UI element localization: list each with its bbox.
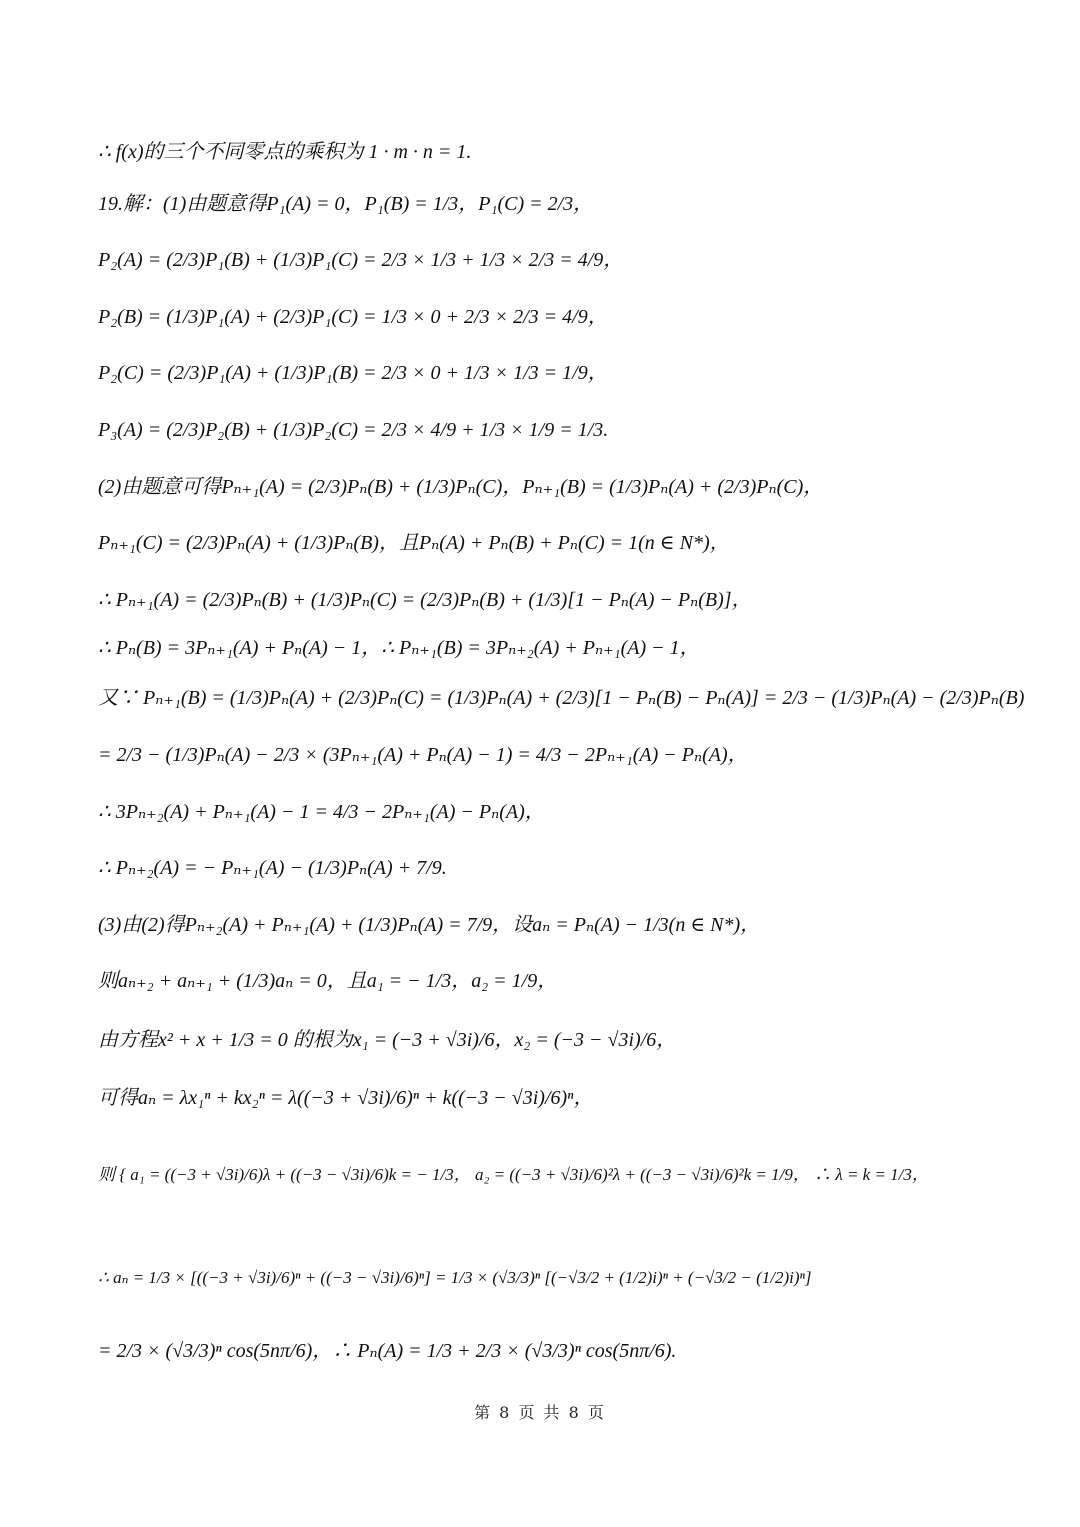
page-footer: 第 8 页 共 8 页 (474, 1403, 606, 1422)
solution-line-12: = 2/3 − (1/3)Pₙ(A) − 2/3 × (3Pₙ₊₁(A) + Pₙ(A) − 1) = 4/3 − 2Pₙ₊₁(A) − Pₙ(A)， (98, 744, 748, 766)
solution-line-13: ∴ 3Pₙ₊₂(A) + Pₙ₊₁(A) − 1 = 4/3 − 2Pₙ₊₁(A) − Pₙ(A)， (98, 801, 545, 823)
solution-line-15: (3)由(2)得Pₙ₊₂(A) + Pₙ₊₁(A) + (1/3)Pₙ(A) = 7/9，设aₙ = Pₙ(A) − 1/3(n ∈ N*)， (98, 914, 761, 936)
solution-line-10: ∴ Pₙ(B) = 3Pₙ₊₁(A) + Pₙ(A) − 1，∴ Pₙ₊₁(B) = 3Pₙ₊₂(A) + Pₙ₊₁(A) − 1， (98, 637, 700, 659)
solution-line-21: = 2/3 × (√3/3)ⁿ cos(5nπ/6)，∴ Pₙ(A) = 1/3 + 2/3 × (√3/3)ⁿ cos(5nπ/6). (98, 1340, 677, 1362)
solution-line-6: P₃(A) = (2/3)P₂(B) + (1/3)P₂(C) = 2/3 × 4/9 + 1/3 × 1/9 = 1/3. (98, 419, 609, 441)
solution-line-17: 由方程x² + x + 1/3 = 0 的根为x₁ = (−3 + √3i)/6，x₂ = (−3 − √3i)/6， (98, 1029, 677, 1051)
solution-line-14: ∴ Pₙ₊₂(A) = − Pₙ₊₁(A) − (1/3)Pₙ(A) + 7/9. (98, 857, 447, 879)
solution-line-8: Pₙ₊₁(C) = (2/3)Pₙ(A) + (1/3)Pₙ(B)，且Pₙ(A) + Pₙ(B) + Pₙ(C) = 1(n ∈ N*)， (98, 532, 730, 554)
solution-line-7: (2)由题意可得Pₙ₊₁(A) = (2/3)Pₙ(B) + (1/3)Pₙ(C)，Pₙ₊₁(B) = (1/3)Pₙ(A) + (2/3)Pₙ(C)， (98, 476, 824, 498)
solution-line-4: P₂(B) = (1/3)P₁(A) + (2/3)P₁(C) = 1/3 × 0 + 2/3 × 2/3 = 4/9， (98, 306, 608, 328)
solution-line-5: P₂(C) = (2/3)P₁(A) + (1/3)P₁(B) = 2/3 × 0 + 1/3 × 1/3 = 1/9， (98, 362, 608, 384)
solution-line-11: 又∵ Pₙ₊₁(B) = (1/3)Pₙ(A) + (2/3)Pₙ(C) = (1/3)Pₙ(A) + (2/3)[1 − Pₙ(B) − Pₙ(A)] = 2/3 − (1/3)Pₙ(A) − (2/3)Pₙ(B) (98, 687, 1025, 709)
solution-line-9: ∴ Pₙ₊₁(A) = (2/3)Pₙ(B) + (1/3)Pₙ(C) = (2/3)Pₙ(B) + (1/3)[1 − Pₙ(A) − Pₙ(B)]， (98, 589, 752, 611)
solution-line-3: P₂(A) = (2/3)P₁(B) + (1/3)P₁(C) = 2/3 × 1/3 + 1/3 × 2/3 = 4/9， (98, 249, 624, 271)
solution-line-1: ∴ f(x)的三个不同零点的乘积为 1 · m · n = 1. (98, 141, 472, 163)
solution-line-20: ∴ aₙ = 1/3 × [((−3 + √3i)/6)ⁿ + ((−3 − √3i)/6)ⁿ] = 1/3 × (√3/3)ⁿ [(−√3/2 + (1/2)i)ⁿ + (−√3/2 − (1/2)i)ⁿ] (98, 1268, 812, 1287)
solution-line-19: 则 { a₁ = ((−3 + √3i)/6)λ + ((−3 − √3i)/6)k = − 1/3， a₂ = ((−3 + √3i)/6)²λ + ((−3 − √3i)/6)²k = 1/9， ∴ λ = k = 1/3， (98, 1165, 929, 1184)
solution-line-2: 19.解：(1)由题意得P₁(A) = 0，P₁(B) = 1/3，P₁(C) = 2/3， (98, 193, 594, 215)
solution-line-16: 则aₙ₊₂ + aₙ₊₁ + (1/3)aₙ = 0，且a₁ = − 1/3，a₂ = 1/9， (98, 970, 558, 992)
solution-line-18: 可得aₙ = λx₁ⁿ + kx₂ⁿ = λ((−3 + √3i)/6)ⁿ + k((−3 − √3i)/6)ⁿ， (98, 1087, 594, 1109)
